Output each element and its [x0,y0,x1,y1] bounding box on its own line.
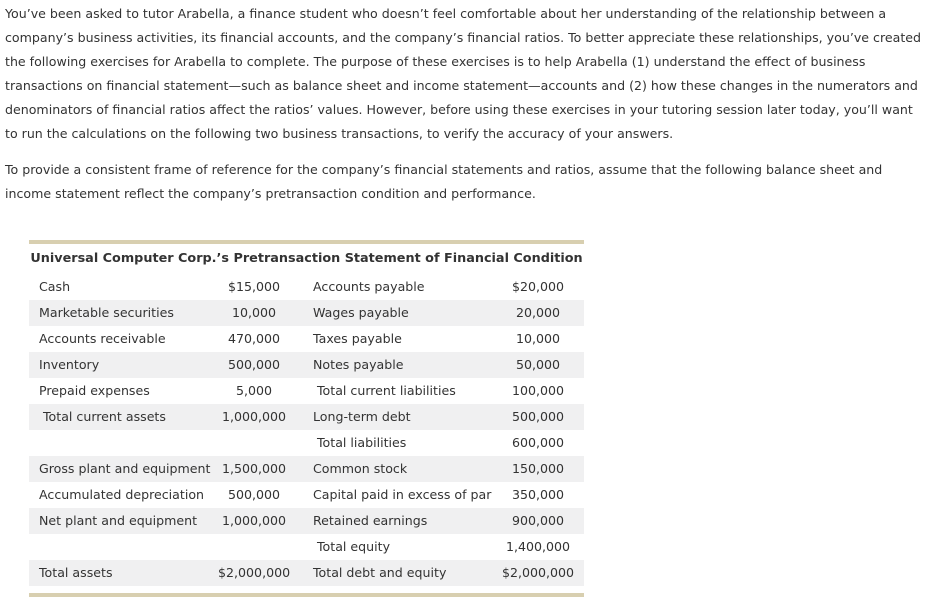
liability-label: Common stock [313,461,408,476]
liability-label: Retained earnings [313,513,428,528]
table-row [29,300,584,326]
table-row [29,430,584,456]
asset-label: Accounts receivable [39,331,166,346]
liability-value: 350,000 [511,487,565,502]
liability-label: Long-term debt [313,409,411,424]
liability-value: 900,000 [511,513,565,528]
liability-value: 600,000 [511,435,565,450]
asset-label: Marketable securities [39,305,174,320]
table-row [29,352,584,378]
table-bottom-border [29,593,584,597]
liability-value: 50,000 [515,357,561,372]
liability-label: Total equity [317,539,391,554]
liability-value: $2,000,000 [501,565,575,580]
asset-value: $15,000 [227,279,281,294]
liability-label: Total debt and equity [313,565,447,580]
table-row [29,508,584,534]
asset-value: 500,000 [227,357,281,372]
asset-value: 5,000 [235,383,273,398]
table-row [29,534,584,560]
table-row [29,404,584,430]
liability-label: Accounts payable [313,279,425,294]
asset-label: Net plant and equipment [39,513,198,528]
table-top-border [29,240,584,244]
asset-value: 500,000 [227,487,281,502]
liability-label: Capital paid in excess of par [313,487,492,502]
asset-value: 470,000 [227,331,281,346]
asset-label: Gross plant and equipment [39,461,211,476]
table-row [29,560,584,586]
asset-label: Total assets [39,565,113,580]
table-row [29,378,584,404]
liability-label: Total current liabilities [317,383,456,398]
asset-value: 10,000 [231,305,277,320]
asset-label: Accumulated depreciation [39,487,205,502]
liability-value: 1,400,000 [505,539,571,554]
asset-value: $2,000,000 [218,565,291,580]
intro-paragraph-2: To provide a consistent frame of reference for the company’s financial statements and ratios, assume that the following balance sheet and income statement reflect the company’s pretransaction condition and performance. [5,162,883,201]
liability-value: 10,000 [515,331,561,346]
liability-label: Total liabilities [317,435,407,450]
asset-label: Total current assets [43,409,166,424]
liability-label: Taxes payable [313,331,402,346]
liability-value: 150,000 [511,461,565,476]
liability-label: Wages payable [313,305,409,320]
asset-label: Prepaid expenses [39,383,150,398]
table-row [29,482,584,508]
asset-label: Inventory [39,357,100,372]
table-row [29,456,584,482]
table-row [29,274,584,300]
liability-value: 100,000 [511,383,565,398]
liability-value: $20,000 [511,279,565,294]
liability-value: 500,000 [511,409,565,424]
asset-value: 1,000,000 [221,409,287,424]
liability-value: 20,000 [515,305,561,320]
asset-value: 1,000,000 [221,513,287,528]
table-row [29,326,584,352]
intro-paragraph-1: You’ve been asked to tutor Arabella, a finance student who doesn’t feel comfortable about her understanding of the relationship between a company’s business activities, its financial accounts, and the company’s financial ratios. To better appreciate these relationships, you’ve created the following exercises for Arabella to complete. The purpose of these exercises is to help Arabella (1) understand the effect of business transactions on financial statement—such as balance sheet and income statement—accounts and (2) how these changes in the numerators and denominators of financial ratios affect the ratios’ values. However, before using these exercises in your tutoring session later today, you’ll want to run the calculations on the following two business transactions, to verify the accuracy of your answers. [5,6,922,141]
asset-label: Cash [39,279,71,294]
table-title: Universal Computer Corp.’s Pretransaction Statement of Financial Condition [30,251,583,266]
asset-value: 1,500,000 [221,461,287,476]
liability-label: Notes payable [313,357,404,372]
